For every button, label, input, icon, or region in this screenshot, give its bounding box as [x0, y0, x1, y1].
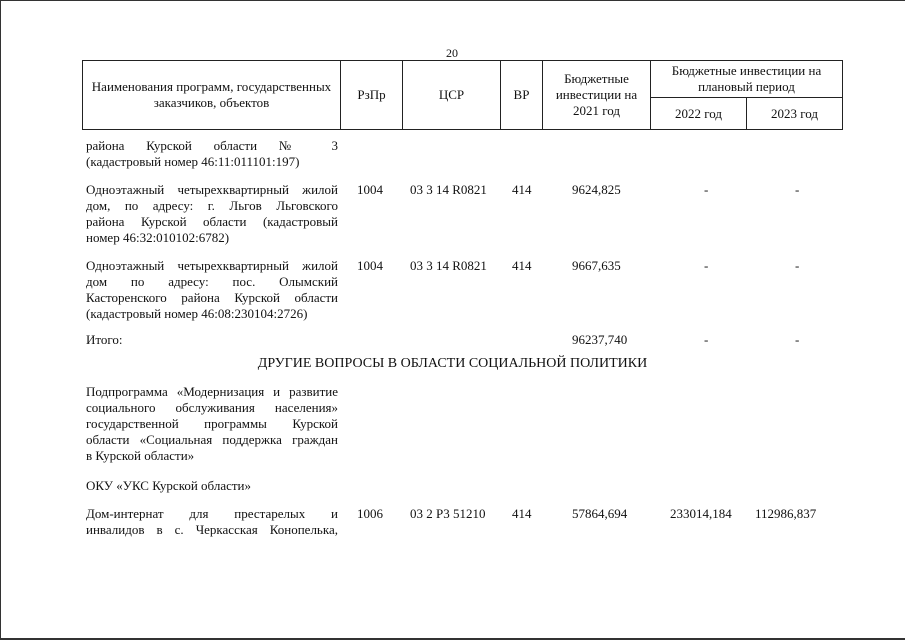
row-1-budget-2022: -: [704, 182, 709, 197]
row-1-csr: 03 3 14 R0821: [410, 182, 487, 197]
subprogram-line-1: социального обслуживания населения»: [86, 400, 338, 415]
subprogram-line-2: государственной программы Курской: [86, 416, 338, 431]
total-budget-2022: -: [704, 332, 709, 347]
total-budget-2023: -: [795, 332, 800, 347]
row-1-line-2: района Курской области (кадастровый: [86, 214, 338, 229]
header-budget-2021: Бюджетные инвестиции на 2021 год: [543, 61, 651, 130]
row-2-rzpr: 1004: [357, 258, 383, 273]
last-row-budget-2023: 112986,837: [755, 506, 817, 521]
row-0-line-1: (кадастровый номер 46:11:011101:197): [86, 154, 300, 169]
last-row-vr: 414: [512, 506, 532, 521]
row-1-line-3: номер 46:32:010102:6782): [86, 230, 230, 245]
last-row-rzpr: 1006: [357, 506, 383, 521]
header-csr: ЦСР: [403, 61, 501, 130]
row-2-budget-2021: 9667,635: [572, 258, 621, 273]
subprogram-line-0: Подпрограмма «Модернизация и развитие: [86, 384, 338, 399]
last-row-budget-2022: 233014,184: [670, 506, 732, 521]
page-border-left: [0, 0, 1, 640]
header-vr: ВР: [501, 61, 543, 130]
row-1-vr: 414: [512, 182, 532, 197]
last-row-line-0: Дом-интернат для престарелых и: [86, 506, 338, 521]
header-2023: 2023 год: [747, 98, 843, 130]
row-1-budget-2023: -: [795, 182, 800, 197]
row-2-line-1: дом по адресу: пос. Олымский: [86, 274, 338, 289]
table-row-last-name: [86, 506, 338, 538]
table-row-1-name: [86, 182, 338, 246]
row-1-rzpr: 1004: [357, 182, 383, 197]
last-row-csr: 03 2 Р3 51210: [410, 506, 486, 521]
row-1-budget-2021: 9624,825: [572, 182, 621, 197]
last-row-budget-2021: 57864,694: [572, 506, 628, 521]
page-border-top: [0, 0, 905, 1]
row-2-vr: 414: [512, 258, 532, 273]
row-2-csr: 03 3 14 R0821: [410, 258, 487, 273]
row-1-line-0: Одноэтажный четырехквартирный жилой: [86, 182, 338, 197]
subprogram-line-3: области «Социальная поддержка граждан: [86, 432, 338, 447]
header-name: Наименования программ, государственных заказчиков, объектов: [83, 61, 341, 130]
header-plan-period: Бюджетные инвестиции на плановый период: [651, 61, 843, 98]
row-2-line-2: Касторенского района Курской области: [86, 290, 338, 305]
table-header: [82, 60, 843, 130]
total-budget-2021: 96237,740: [572, 332, 628, 347]
table-row-2-name: [86, 258, 338, 322]
header-rzpr: РзПр: [341, 61, 403, 130]
section-title: ДРУГИЕ ВОПРОСЫ В ОБЛАСТИ СОЦИАЛЬНОЙ ПОЛИТИКИ: [257, 356, 648, 371]
last-row-line-1: инвалидов в с. Черкасская Конопелька,: [86, 522, 338, 537]
row-1-line-1: дом, по адресу: г. Льгов Льговского: [86, 198, 338, 213]
customer-name: ОКУ «УКС Курской области»: [86, 478, 252, 493]
row-2-budget-2022: -: [704, 258, 709, 273]
total-row-label: Итого:: [86, 332, 123, 347]
page-number: 20: [446, 46, 458, 60]
subprogram-block: [86, 384, 338, 464]
row-0-line-0: района Курской области № 3: [86, 138, 338, 153]
subprogram-line-4: в Курской области»: [86, 448, 195, 463]
row-2-line-0: Одноэтажный четырехквартирный жилой: [86, 258, 338, 273]
row-2-line-3: (кадастровый номер 46:08:230104:2726): [86, 306, 308, 321]
row-2-budget-2023: -: [795, 258, 800, 273]
table-row-0-name: [86, 138, 338, 170]
header-2022: 2022 год: [651, 98, 747, 130]
